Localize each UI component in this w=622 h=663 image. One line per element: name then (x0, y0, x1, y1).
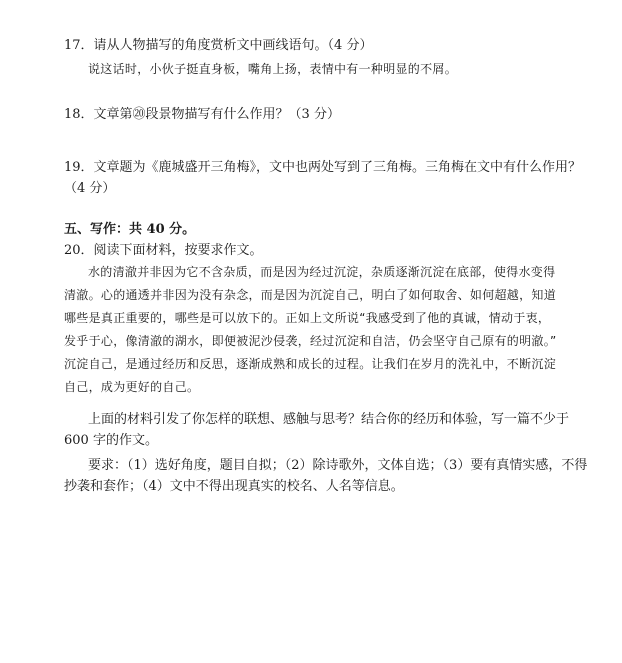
writing-section-title: 五、写作：共 40 分。 (64, 222, 196, 237)
material-line-4: 发乎于心，像清澈的湖水，即便被泥沙侵袭，经过沉淀和自洁，仍会坚守自己原有的明澈。” (64, 334, 557, 348)
material-line-2: 清澈。心的通透并非因为没有杂念，而是因为沉淀自己，明白了如何取舍、如何超越，知道 (64, 288, 557, 302)
material-line-5: 沉淀自己，是通过经历和反思，逐渐成熟和成长的过程。让我们在岁月的洗礼中，不断沉淀 (64, 357, 557, 371)
q19-prompt-line2: （4 分） (64, 181, 116, 196)
material-line-6: 自己，成为更好的自己。 (64, 380, 200, 394)
material-line-3: 哪些是真正重要的，哪些是可以放下的。正如上文所说“我感受到了他的真诚，情动于衷， (64, 311, 551, 325)
q20-title: 20．阅读下面材料，按要求作文。 (64, 243, 263, 258)
q19-prompt-line1: 19．文章题为《鹿城盛开三角梅》，文中也两处写到了三角梅。三角梅在文中有什么作用？ (64, 160, 582, 175)
q17-prompt: 17．请从人物描写的角度赏析文中画线语句。（4 分） (64, 38, 373, 53)
q17-quote: 说这话时，小伙子挺直身板，嘴角上扬，表情中有一种明显的不屑。 (88, 62, 458, 76)
q18-prompt: 18．文章第⑳段景物描写有什么作用？（3 分） (64, 107, 340, 122)
requirements-line-2: 抄袭和套作；（4）文中不得出现真实的校名、人名等信息。 (64, 479, 404, 494)
requirements-line-1: 要求：（1）选好角度，题目自拟；（2）除诗歌外，文体自选；（3）要有真情实感，不得 (88, 458, 588, 473)
writing-prompt-line-2: 600 字的作文。 (64, 433, 158, 448)
material-line-1: 水的清澈并非因为它不含杂质，而是因为经过沉淀，杂质逐渐沉淀在底部，使得水变得 (88, 265, 556, 279)
writing-prompt-line-1: 上面的材料引发了你怎样的联想、感触与思考？结合你的经历和体验，写一篇不少于 (88, 412, 570, 427)
